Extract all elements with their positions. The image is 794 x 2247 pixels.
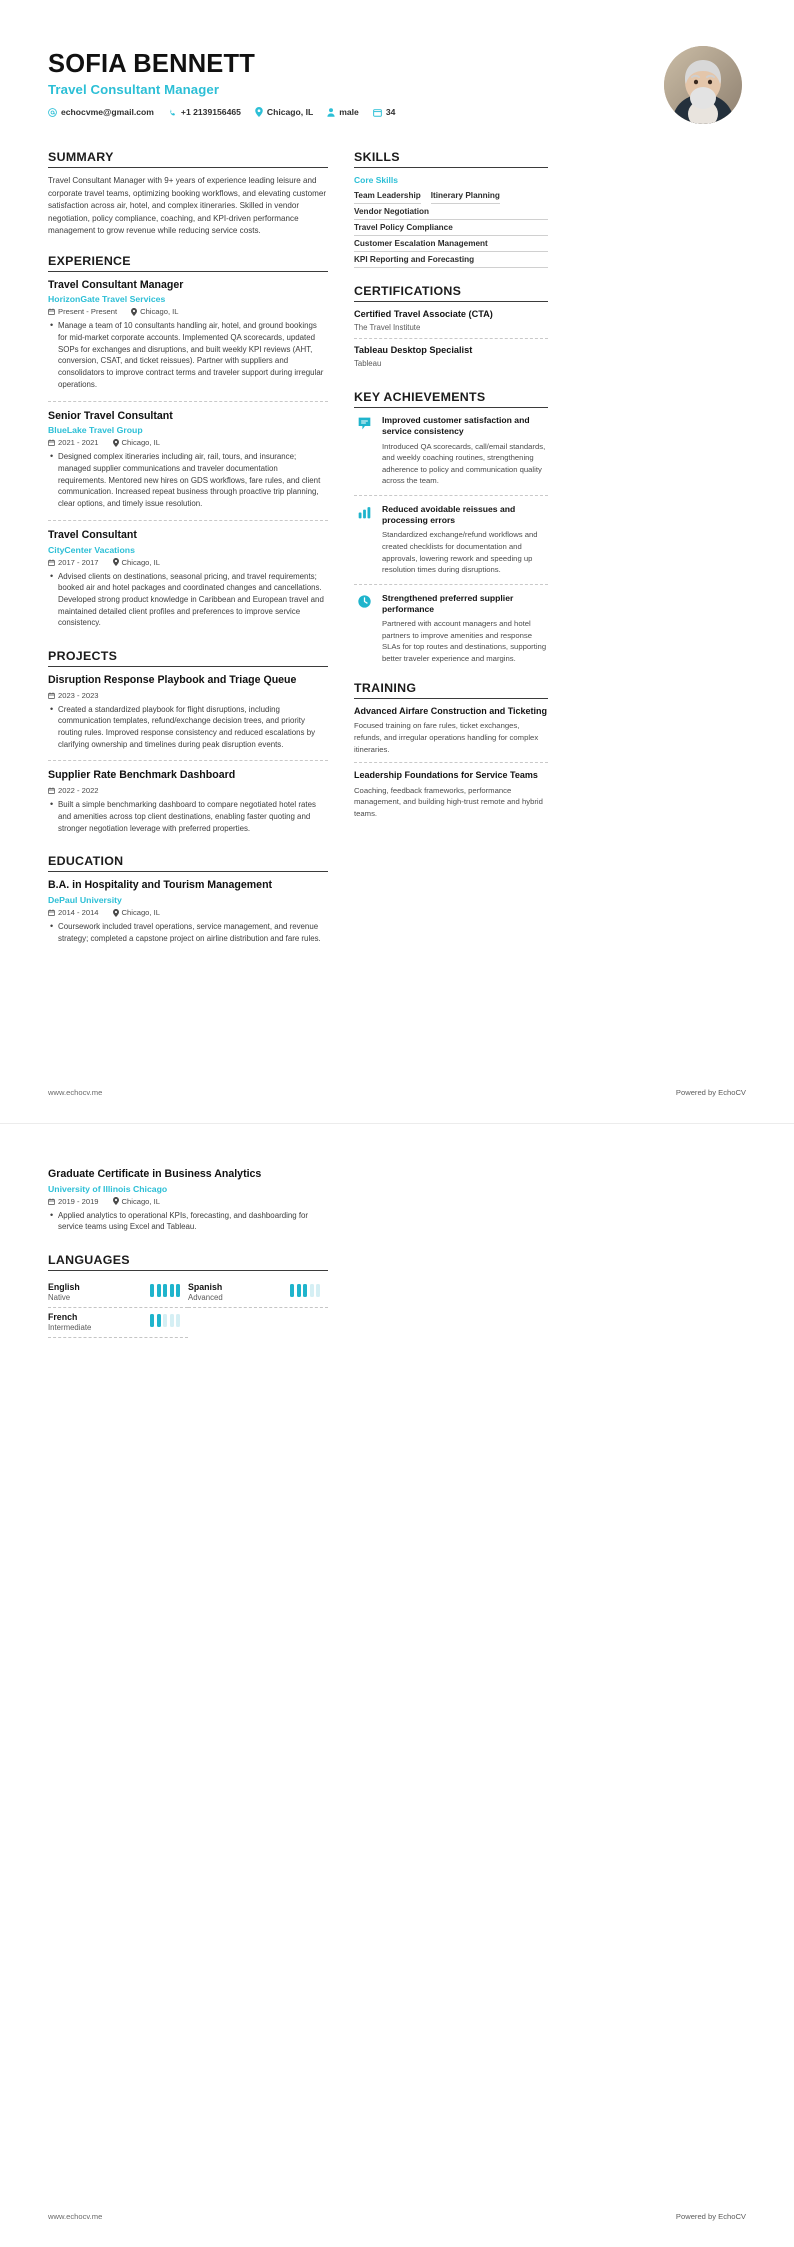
- training-desc: Coaching, feedback frameworks, performance management, and building high-trust remote and hybrid teams.: [354, 785, 543, 819]
- section-skills: [354, 150, 548, 268]
- list-item: • Advised clients on destinations, seasonal pricing, and travel requirements; booked air and hotel packages and coordinated changes and cancellations. Developed strong product knowledge in Caribbean and European travel and maintained detailed client profiles and preferences to improve service consistency.: [58, 571, 328, 629]
- skills-heading: SKILLS: [354, 150, 548, 168]
- language-level: Native: [48, 1293, 71, 1303]
- project-dates: [48, 786, 99, 795]
- contact-gender-label: male: [339, 107, 359, 118]
- language-info: [188, 1282, 223, 1302]
- experience-role: Senior Travel Consultant: [48, 409, 173, 422]
- list-item: • Built a simple benchmarking dashboard to compare negotiated hotel rates and amenities across top client destinations, enabling faster quoting and stronger negotiation leverage with preferred properties.: [58, 799, 328, 834]
- experience-location: [113, 558, 160, 567]
- proficiency-bar: [163, 1284, 167, 1297]
- language-info: [48, 1282, 80, 1302]
- language-name: French: [48, 1312, 78, 1323]
- content-columns: [48, 150, 746, 964]
- education-heading: EDUCATION: [48, 854, 328, 872]
- clock-icon: [354, 593, 374, 665]
- candidate-name: SOFIA BENNETT: [48, 50, 256, 78]
- training-name: Advanced Airfare Construction and Ticketing: [354, 705, 548, 716]
- language-name: English: [48, 1282, 80, 1293]
- contact-age-label: 34: [385, 107, 396, 118]
- avatar: [664, 46, 742, 124]
- speech-bubble-icon: [354, 415, 374, 487]
- location-pin-icon: [113, 909, 119, 917]
- achievement-desc: Partnered with account managers and hotel partners to improve amenities and response SLAs for top routes and destinations, supporting better traveler experience and margins.: [382, 619, 547, 663]
- achievement-title: Reduced avoidable reissues and processing errors: [382, 503, 516, 526]
- section-languages: [48, 1253, 328, 1338]
- calendar-icon: [48, 692, 55, 699]
- section-experience: [48, 254, 328, 633]
- experience-bullets: [48, 571, 328, 629]
- person-icon: [327, 108, 335, 117]
- education-dates: [48, 908, 99, 917]
- achievement-text: [382, 593, 548, 665]
- project-entry: [48, 674, 328, 762]
- training-item: [354, 770, 548, 827]
- training-heading: TRAINING: [354, 681, 548, 699]
- experience-dates: [48, 558, 99, 567]
- achievement-desc: Standardized exchange/refund workflows and created checklists for documentation and approvals, lowering rework and speeding up resolution times during disruptions.: [382, 530, 538, 575]
- skill-item: Travel Policy Compliance: [354, 220, 548, 236]
- certification-issuer: The Travel Institute: [354, 322, 421, 332]
- experience-company: BlueLake Travel Group: [48, 425, 143, 436]
- footer-website[interactable]: www.echocv.me: [48, 2212, 103, 2221]
- proficiency-bar: [170, 1284, 174, 1297]
- projects-heading: PROJECTS: [48, 649, 328, 667]
- project-name: Supplier Rate Benchmark Dashboard: [48, 769, 236, 782]
- skill-item: Vendor Negotiation: [354, 204, 548, 220]
- proficiency-bar: [303, 1284, 307, 1297]
- phone-icon: [168, 108, 177, 117]
- education-meta: [48, 908, 328, 917]
- language-level: Advanced: [188, 1293, 223, 1303]
- email-icon: [48, 108, 57, 117]
- skill-item: KPI Reporting and Forecasting: [354, 252, 548, 268]
- experience-heading: EXPERIENCE: [48, 254, 328, 272]
- calendar-icon: [48, 439, 55, 446]
- experience-entry: [48, 410, 328, 521]
- proficiency-bar: [150, 1314, 154, 1327]
- page-1-footer: [48, 1088, 746, 1097]
- project-dates: [48, 691, 99, 700]
- achievements-heading: KEY ACHIEVEMENTS: [354, 390, 548, 408]
- education-entry: [48, 879, 328, 948]
- training-name: Leadership Foundations for Service Teams: [354, 770, 538, 781]
- education-bullets: [48, 921, 328, 944]
- certifications-heading: CERTIFICATIONS: [354, 284, 548, 302]
- experience-dates-label: 2017 - 2017: [58, 557, 99, 567]
- education-dates: [48, 1197, 99, 1206]
- skill-row: [354, 188, 548, 204]
- education-entry: [48, 1168, 328, 1237]
- education-dates-label: 2014 - 2014: [58, 908, 99, 918]
- content-columns-page2: [48, 1168, 746, 1354]
- achievement-text: [382, 504, 548, 576]
- project-meta: [48, 786, 328, 795]
- certification-item: [354, 309, 548, 339]
- education-bullets: [48, 1210, 328, 1233]
- experience-location-label: Chicago, IL: [121, 438, 160, 448]
- contact-location-label: Chicago, IL: [266, 107, 314, 118]
- list-item: • Manage a team of 10 consultants handling air, hotel, and ground bookings for mid-market corporate accounts. Implemented QA scorecards, updated SOPs for exchanges and disruptions, and built weekly KPI reviews (AHT, conversion, CSAT, and ticket reissues). Partner with suppliers and consolidators to improve contract terms and traveler support during irregular operations.: [58, 320, 328, 390]
- achievement-item: [354, 593, 548, 665]
- experience-dates: [48, 438, 99, 447]
- language-name: Spanish: [188, 1282, 223, 1293]
- location-pin-icon: [113, 558, 119, 566]
- section-summary: [48, 150, 328, 238]
- contact-email[interactable]: [48, 107, 154, 117]
- language-item: [48, 1308, 188, 1338]
- summary-text: Travel Consultant Manager with 9+ years of experience leading leisure and corporate travel teams, optimizing booking workflows, and elevating customer satisfaction across air, hotel, and complex itineraries. Skilled in vendor negotiation, policy compliance, coaching, and KPI-driven performance management to grow revenue while reducing service costs.: [48, 176, 327, 236]
- achievement-item: [354, 415, 548, 496]
- project-meta: [48, 691, 328, 700]
- proficiency-bar: [150, 1284, 154, 1297]
- language-item: [48, 1278, 188, 1308]
- resume-header: [48, 44, 746, 124]
- languages-heading: LANGUAGES: [48, 1253, 328, 1271]
- contact-gender: [327, 107, 359, 117]
- footer-website[interactable]: www.echocv.me: [48, 1088, 103, 1097]
- skill-row: [354, 236, 548, 252]
- skills-list: [354, 188, 548, 268]
- section-education-continued: [48, 1168, 328, 1237]
- experience-location-label: Chicago, IL: [140, 307, 179, 317]
- achievement-desc: Introduced QA scorecards, call/email standards, and weekly coaching routines, strengthening adherence to policy and communication quality across the team.: [382, 441, 546, 486]
- contact-phone[interactable]: [168, 107, 241, 117]
- experience-meta: [48, 558, 328, 567]
- calendar-icon: [48, 1198, 55, 1205]
- experience-dates: [48, 307, 117, 316]
- location-pin-icon: [113, 1197, 119, 1205]
- education-degree: Graduate Certificate in Business Analytics: [48, 1168, 262, 1180]
- left-column: [48, 150, 328, 964]
- experience-meta: [48, 307, 328, 316]
- header-identity: [48, 44, 409, 117]
- education-meta: [48, 1197, 328, 1206]
- summary-heading: SUMMARY: [48, 150, 328, 168]
- section-key-achievements: [354, 390, 548, 665]
- calendar-icon: [48, 308, 55, 315]
- location-pin-icon: [131, 308, 137, 316]
- skill-item: Customer Escalation Management: [354, 236, 548, 252]
- contact-location: [255, 107, 313, 117]
- language-proficiency-bars: [150, 1282, 180, 1297]
- experience-entry: [48, 529, 328, 633]
- language-proficiency-bars: [150, 1312, 180, 1327]
- proficiency-bar: [157, 1314, 161, 1327]
- contact-age: [373, 107, 396, 117]
- experience-location: [131, 307, 178, 316]
- experience-company: CityCenter Vacations: [48, 544, 135, 555]
- experience-entry: [48, 279, 328, 402]
- experience-bullets: [48, 320, 328, 390]
- page-2-footer: [48, 2212, 746, 2221]
- languages-grid: [48, 1278, 328, 1338]
- certification-name: Tableau Desktop Specialist: [354, 344, 473, 355]
- resume-page-1: [0, 0, 794, 1123]
- certification-issuer: Tableau: [354, 358, 382, 368]
- proficiency-bar: [163, 1314, 167, 1327]
- experience-role: Travel Consultant: [48, 528, 137, 541]
- proficiency-bar: [290, 1284, 294, 1297]
- experience-bullets: [48, 451, 328, 509]
- calendar-icon: [48, 909, 55, 916]
- resume-page-2: [0, 1124, 794, 2247]
- experience-location-label: Chicago, IL: [121, 557, 160, 567]
- project-name: Disruption Response Playbook and Triage Queue: [48, 673, 297, 686]
- project-dates-label: 2023 - 2023: [58, 690, 99, 700]
- skill-row: [354, 220, 548, 236]
- section-projects: [48, 649, 328, 838]
- calendar-icon: [373, 108, 382, 117]
- bar-chart-icon: [354, 504, 374, 576]
- achievement-text: [382, 415, 548, 487]
- education-location: [113, 1197, 160, 1206]
- experience-location: [113, 438, 160, 447]
- experience-dates-label: 2021 - 2021: [58, 438, 99, 448]
- list-item: • Coursework included travel operations, service management, and revenue strategy; completed a capstone project on airline distribution and fare rules.: [58, 921, 328, 944]
- achievement-title: Improved customer satisfaction and service consistency: [382, 414, 530, 437]
- calendar-icon: [48, 559, 55, 566]
- skill-item: Team Leadership: [354, 188, 421, 204]
- location-pin-icon: [113, 439, 119, 447]
- proficiency-bar: [310, 1284, 314, 1297]
- experience-dates-label: Present - Present: [58, 307, 118, 317]
- section-certifications: [354, 284, 548, 374]
- education-location-label: Chicago, IL: [121, 908, 160, 918]
- education-degree: B.A. in Hospitality and Tourism Management: [48, 879, 273, 892]
- experience-meta: [48, 438, 328, 447]
- language-proficiency-bars: [290, 1282, 320, 1297]
- project-dates-label: 2022 - 2022: [58, 786, 99, 796]
- language-item: [188, 1278, 328, 1308]
- education-location: [113, 908, 160, 917]
- candidate-job-title: Travel Consultant Manager: [48, 82, 220, 98]
- training-desc: Focused training on fare rules, ticket exchanges, refunds, and irregular operations handling for complex itineraries.: [354, 721, 539, 754]
- achievement-title: Strengthened preferred supplier performance: [382, 592, 514, 614]
- language-level: Intermediate: [48, 1323, 92, 1333]
- proficiency-bar: [170, 1314, 174, 1327]
- skill-item: Itinerary Planning: [431, 188, 500, 204]
- experience-company: HorizonGate Travel Services: [48, 294, 166, 305]
- experience-role: Travel Consultant Manager: [48, 278, 184, 291]
- training-item: [354, 706, 548, 764]
- education-school: University of Illinois Chicago: [48, 1183, 168, 1194]
- skill-row: [354, 204, 548, 220]
- skills-group-label: Core Skills: [354, 175, 398, 185]
- education-location-label: Chicago, IL: [121, 1196, 160, 1206]
- list-item: • Designed complex itineraries including air, rail, tours, and insurance; managed supplier communications and traveler documentation requirements. Mentored new hires on GDS workflows, fare rules, and client communication. Increased repeat business through proactive trip planning, clear options, and timely issue resolution.: [58, 451, 328, 509]
- right-column: [354, 150, 548, 843]
- language-info: [48, 1312, 91, 1332]
- project-bullets: [48, 704, 328, 751]
- contact-row: [48, 107, 409, 117]
- project-entry: [48, 769, 328, 838]
- proficiency-bar: [157, 1284, 161, 1297]
- left-column-page2: [48, 1168, 328, 1354]
- contact-phone-label: +1 2139156465: [180, 107, 241, 118]
- proficiency-bar: [176, 1284, 180, 1297]
- certification-item: [354, 345, 548, 374]
- calendar-icon: [48, 787, 55, 794]
- proficiency-bar: [176, 1314, 180, 1327]
- footer-powered-by: Powered by EchoCV: [675, 1088, 746, 1097]
- list-item: • Applied analytics to operational KPIs, forecasting, and dashboarding for service teams using Excel and Tableau.: [58, 1210, 328, 1233]
- achievement-item: [354, 504, 548, 585]
- project-bullets: [48, 799, 328, 834]
- contact-email-label: echocvme@gmail.com: [61, 107, 154, 118]
- list-item: • Created a standardized playbook for flight disruptions, including communication templates, refund/exchange decision trees, and priority routing rules. Improved response consistency and reduced escalations by clarifying ownership and timelines during peak disruption events.: [58, 704, 328, 751]
- education-school: DePaul University: [48, 895, 122, 906]
- location-pin-icon: [255, 107, 263, 117]
- certification-name: Certified Travel Associate (CTA): [354, 309, 493, 319]
- footer-powered-by: Powered by EchoCV: [675, 2212, 746, 2221]
- education-dates-label: 2019 - 2019: [58, 1196, 99, 1206]
- proficiency-bar: [316, 1284, 320, 1297]
- proficiency-bar: [297, 1284, 301, 1297]
- section-education: [48, 854, 328, 948]
- section-training: [354, 681, 548, 827]
- skill-row: [354, 252, 548, 268]
